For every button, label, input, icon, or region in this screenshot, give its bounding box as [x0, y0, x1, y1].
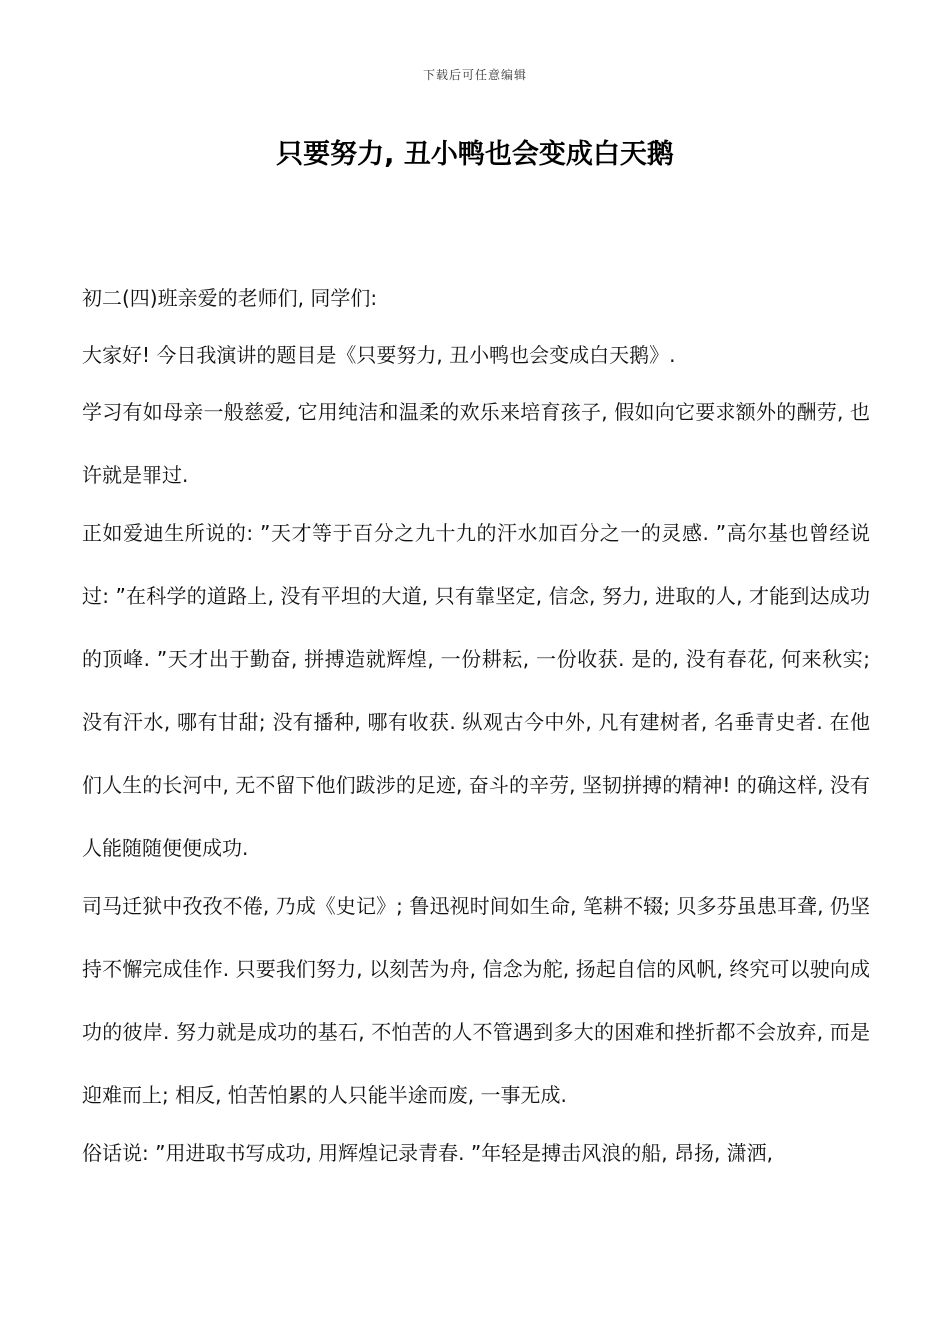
- document-body: [82, 278, 870, 1191]
- paragraph-examples: 司马迁狱中孜孜不倦, 乃成《史记》; 鲁迅视时间如生命, 笔耕不辍; 贝多芬虽患耳聋, 仍坚持不懈完成佳作. 只要我们努力, 以刻苦为舟, 信念为舵, 扬起自信的风帆, 终究可以驶向成功的彼岸. 努力就是成功的基石, 不怕苦的人不管遇到多大的困难和挫折都不会放弃, 而是迎难而上; 相反, 怕苦怕累的人只能半途而废, 一事无成.: [82, 894, 870, 1107]
- paragraph-edison-quote: 正如爱迪生所说的: ”天才等于百分之九十九的汗水加百分之一的灵感. ”高尔基也曾经说过: ”在科学的道路上, 没有平坦的大道, 只有靠坚定, 信念, 努力, 进取的人, 才能到达成功的顶峰. ”天才出于勤奋, 拼搏造就辉煌, 一份耕耘, 一份收获. 是的, 没有春花, 何来秋实; 没有汗水, 哪有甘甜; 没有播种, 哪有收获. 纵观古今中外, 凡有建树者, 名垂青史者. 在他们人生的长河中, 无不留下他们跋涉的足迹, 奋斗的辛劳, 坚韧拼搏的精神! 的确这样, 没有人能随随便便成功.: [82, 521, 870, 860]
- header-note: 下载后可任意编辑: [422, 68, 527, 82]
- paragraph-proverb: 俗话说: ”用进取书写成功, 用辉煌记录青春. ”年轻是搏击风浪的船, 昂扬, 潇洒,: [82, 1141, 774, 1165]
- document-title: 只要努力, 丑小鸭也会变成白天鹅: [276, 139, 674, 170]
- paragraph-learning: 学习有如母亲一般慈爱, 它用纯洁和温柔的欢乐来培育孩子, 假如向它要求额外的酬劳, 也许就是罪过.: [82, 400, 870, 487]
- paragraph-greeting: 初二(四)班亲爱的老师们, 同学们:: [82, 286, 378, 310]
- paragraph-intro: 大家好! 今日我演讲的题目是《只要努力, 丑小鸭也会变成白天鹅》.: [82, 343, 676, 367]
